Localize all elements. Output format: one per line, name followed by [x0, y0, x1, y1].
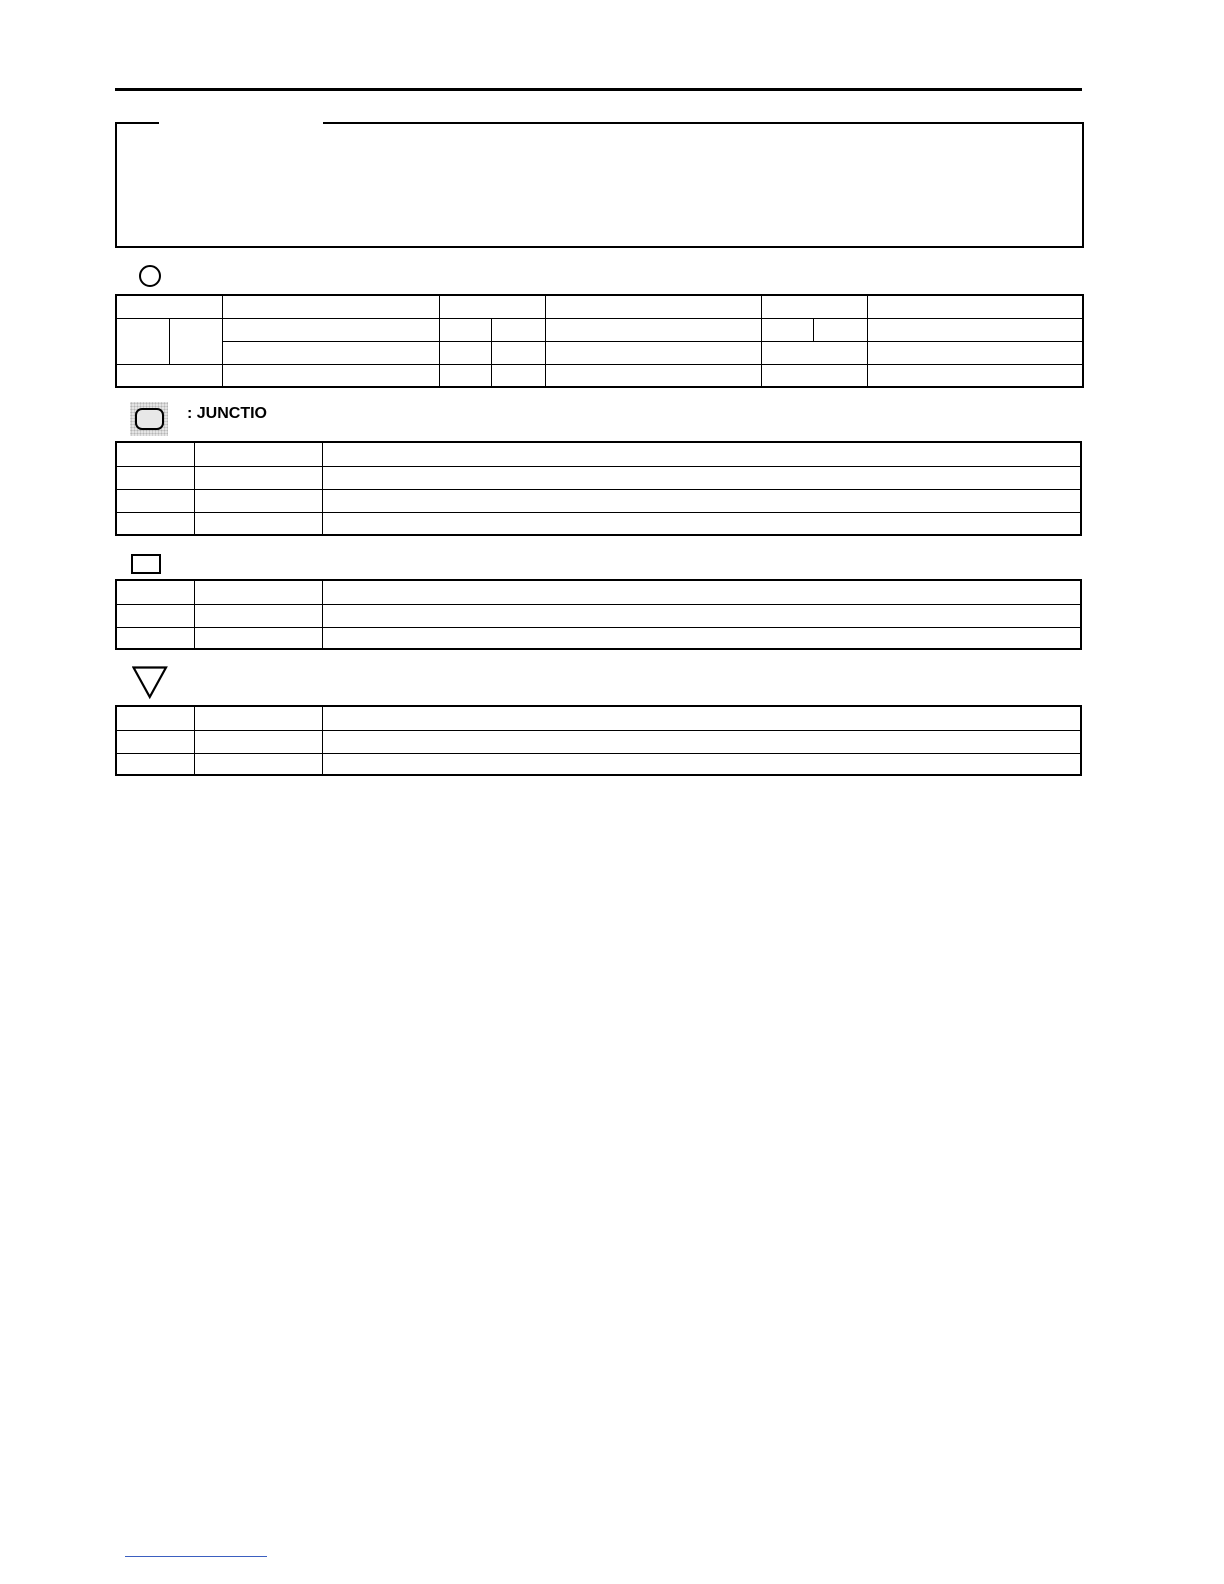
junction-block-outline	[135, 408, 164, 430]
table-row	[116, 318, 1083, 341]
title-box-top-border	[323, 122, 1082, 124]
table-cell	[116, 604, 194, 627]
table-row	[116, 753, 1081, 775]
table-row	[116, 627, 1081, 649]
table-cell	[222, 364, 439, 387]
table-cell	[867, 364, 1083, 387]
table-cell	[222, 318, 439, 341]
table-cell	[116, 295, 222, 318]
table-cell	[194, 706, 322, 730]
table-cell	[322, 627, 1081, 649]
ground-table	[115, 705, 1082, 776]
table-cell	[867, 341, 1083, 364]
junction-legend-label: : JUNCTIO	[187, 405, 267, 422]
table-cell	[813, 318, 867, 341]
table-cell	[116, 580, 194, 604]
table-cell	[116, 512, 194, 535]
table-cell	[194, 730, 322, 753]
table-row	[116, 489, 1081, 512]
table-cell	[322, 730, 1081, 753]
table-cell	[491, 341, 545, 364]
table-cell	[194, 489, 322, 512]
title-box	[115, 122, 1084, 248]
table-cell	[194, 604, 322, 627]
junction-table	[115, 441, 1082, 536]
circle-icon	[139, 265, 161, 287]
junction-block-icon	[130, 402, 168, 436]
table-cell	[116, 706, 194, 730]
table-cell	[322, 442, 1081, 466]
table-cell	[867, 295, 1083, 318]
table-cell	[867, 318, 1083, 341]
table-cell	[761, 341, 867, 364]
table-row	[116, 512, 1081, 535]
triangle-down-icon	[132, 666, 168, 700]
table-cell	[194, 442, 322, 466]
table-cell	[116, 489, 194, 512]
table-cell	[194, 466, 322, 489]
table-cell	[194, 580, 322, 604]
table-cell	[545, 341, 761, 364]
table-cell	[439, 364, 491, 387]
table-cell	[194, 753, 322, 775]
table-cell	[545, 364, 761, 387]
table-cell	[322, 489, 1081, 512]
table-row	[116, 442, 1081, 466]
table-cell	[116, 730, 194, 753]
table-cell	[545, 318, 761, 341]
table-row	[116, 706, 1081, 730]
table-cell	[322, 604, 1081, 627]
box-connector-table	[115, 579, 1082, 650]
table-cell	[761, 318, 813, 341]
table-cell	[322, 753, 1081, 775]
table-cell	[439, 295, 545, 318]
table-cell	[222, 295, 439, 318]
table-cell	[116, 364, 222, 387]
table-cell	[439, 318, 491, 341]
table-cell	[491, 364, 545, 387]
table-cell	[116, 627, 194, 649]
table-cell	[545, 295, 761, 318]
table-cell	[194, 627, 322, 649]
footer-link-underline[interactable]	[125, 1556, 267, 1557]
table-row	[116, 341, 1083, 364]
table-row	[116, 466, 1081, 489]
table-row	[116, 580, 1081, 604]
table-cell	[116, 753, 194, 775]
header-rule	[115, 88, 1082, 91]
table-cell	[194, 512, 322, 535]
table-cell	[322, 512, 1081, 535]
connector-table	[115, 294, 1084, 388]
table-cell	[116, 442, 194, 466]
table-cell	[116, 466, 194, 489]
square-icon	[131, 554, 161, 574]
table-cell	[761, 364, 867, 387]
table-cell	[322, 580, 1081, 604]
table-cell	[322, 466, 1081, 489]
table-row	[116, 295, 1083, 318]
table-cell	[761, 295, 867, 318]
table-cell	[491, 318, 545, 341]
table-row	[116, 730, 1081, 753]
table-cell	[322, 706, 1081, 730]
table-cell	[169, 318, 222, 364]
table-cell	[439, 341, 491, 364]
table-cell	[222, 341, 439, 364]
title-box-top-border	[117, 122, 159, 124]
table-cell	[116, 318, 169, 364]
table-row	[116, 604, 1081, 627]
table-row	[116, 364, 1083, 387]
